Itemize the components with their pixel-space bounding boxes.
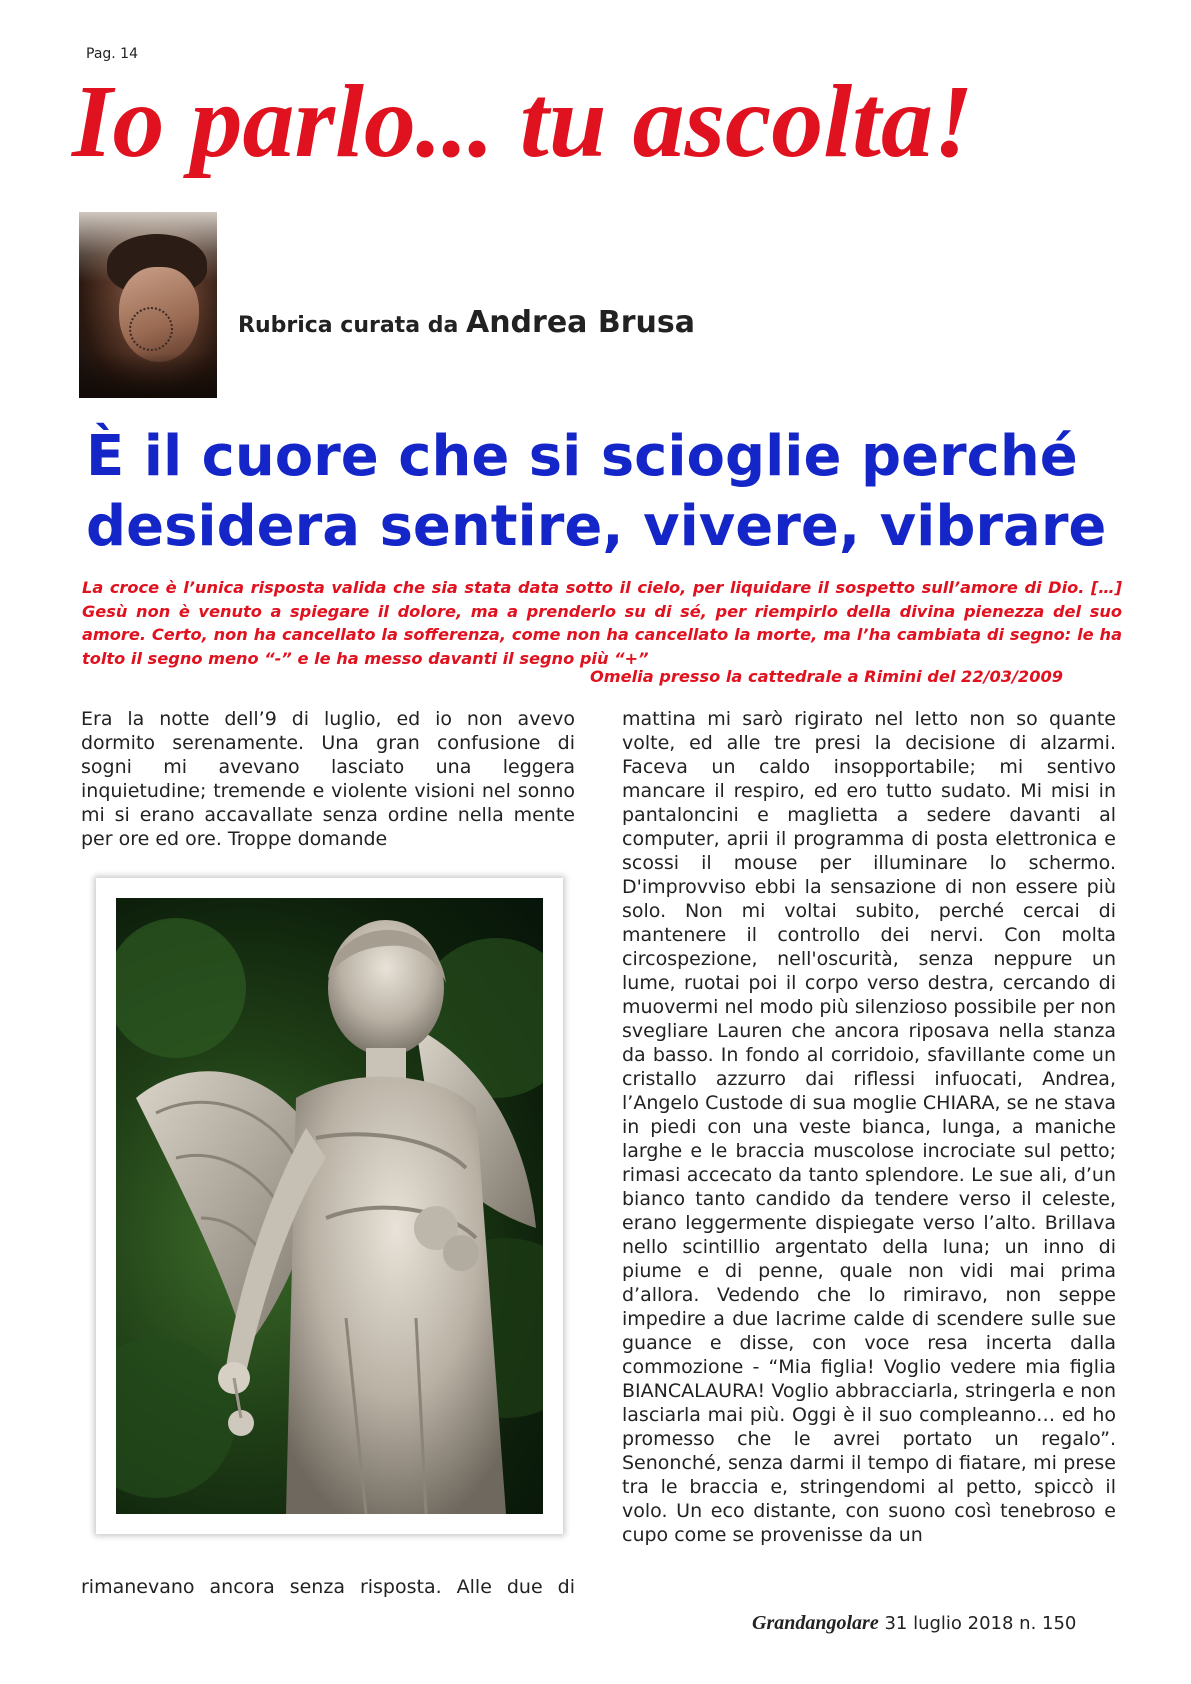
publication-name: Grandangolare [752,1612,879,1634]
page-footer [752,1612,1076,1635]
body-text-left-top: Era la notte dell’9 di luglio, ed io non avevo dormito serenamente. Una gran confusione di sogni mi avevano lasciato una leggera inquietudine; tremende e violente visioni nel sonno mi si erano accavallate senza ordine nella mente per ore ed ore. Troppe domande [81,708,575,850]
masthead-title: Io parlo... tu ascolta! [72,64,974,179]
angel-statue-image [116,898,543,1514]
epigraph-quote: La croce è l’unica risposta valida che sia stata data sotto il cielo, per liquidare il sospetto sull’amore di Dio. […] Gesù non è venuto a spiegare il dolore, ma a prenderlo su di sé, per riempirlo della divina pienezza del suo amore. Certo, non ha cancellato la sofferenza, come non ha cancellato la morte, ma l’ha cambiata di segno: le ha tolto il segno meno “-” e le ha messo davanti il segno più “+” [82,578,1122,668]
headline-line-1: È il cuore che si scioglie perché [86,424,1078,489]
article-headline [86,422,1146,562]
author-photo [79,212,217,398]
issue-info: 31 luglio 2018 n. 150 [884,1613,1077,1634]
body-text-right: mattina mi sarò rigirato nel letto non so quante volte, ed alle tre presi la decisione di alzarmi. Faceva un caldo insopportabile; mi sentivo mancare il respiro, ed ero tutto sudato. Mi misi in pantaloncini e maglietta a sedere davanti al computer, aprii il programma di posta elettronica e scossi il mouse per illuminare lo schermo. D'improvviso ebbi la sensazione di non essere più solo. Non mi voltai subito, perché cercai di mantenere il controllo dei nervi. Con molta circospezione, nell'oscurità, senza neppure un lume, ruotai poi il corpo verso destra, cercando di muovermi nel modo più silenzioso possibile per non svegliare Lauren che ancora riposava nella stanza da basso. In fondo al corridoio, sfavillante come un cristallo azzurro dai riflessi infuocati, Andrea, l’Angelo Custode di sua moglie CHIARA, se ne stava in piedi con una veste bianca, lunga, a maniche larghe e le braccia muscolose incrociate sul petto; rimasi accecato da tanto splendore. Le sue ali, d’un bianco tanto candido da tendere verso il celeste, erano leggermente dispiegate verso l’alto. Brillava nello scintillio argentato della luna; un inno di piume e di penne, quale non vidi mai prima d’allora. Vedendo che lo rimiravo, non seppe impedire a due lacrime calde di scendere sulle sue guance e disse, con voce resa incerta dalla commozione - “Mia figlia! Voglio vedere mia figlia BIANCALAURA! Voglio abbracciarla, stringerla e non lasciarla mai più. Oggi è il suo compleanno… ed ho promesso che le avrei portato un regalo”. Senonché, senza darmi il tempo di fiatare, mi prese tra le braccia e, stringendomi al petto, spiccò il volo. Un eco distante, con suono così tenebroso e cupo come se provenisse da un [622,708,1116,1546]
byline-author: Andrea Brusa [465,305,695,340]
page-number: Pag. 14 [86,46,138,62]
byline-prefix: Rubrica curata da [238,313,459,338]
headline-line-2: desidera sentire, vivere, vibrare [86,494,1107,559]
body-text-left-bottom: rimanevano ancora senza risposta. Alle due di [81,1576,575,1598]
epigraph-source: Omelia presso la cattedrale a Rimini del 22/03/2009 [590,667,1063,686]
byline [238,305,695,340]
angel-photo-frame [96,878,563,1534]
